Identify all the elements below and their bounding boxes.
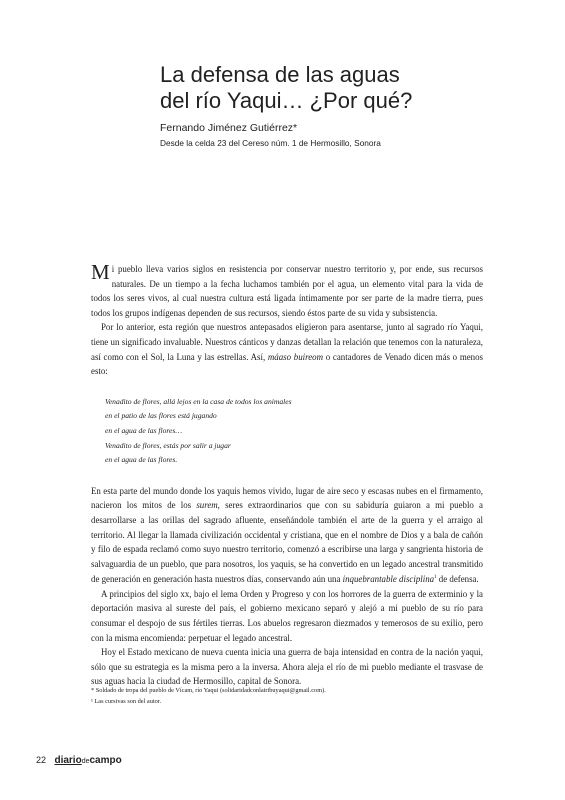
author-name: Fernando Jiménez Gutiérrez* xyxy=(160,122,298,134)
paragraph-2-text-b: o cantadores de Venado dicen más o menos esto: xyxy=(91,351,483,377)
paragraph-3 xyxy=(91,484,483,587)
drop-cap: M xyxy=(91,260,110,284)
poem-line: en el agua de las flores… xyxy=(105,425,183,435)
paragraph-1 xyxy=(91,262,483,320)
journal-logo-part-1: diario xyxy=(54,755,82,766)
paragraph-3-italic: surem, xyxy=(196,500,220,511)
paragraph-3-italic-2: inquebrantable disciplina xyxy=(342,574,435,585)
poem-quote xyxy=(105,395,483,468)
poem-line: en el patio de las flores está jugando xyxy=(105,411,217,421)
journal-logo-part-3: campo xyxy=(89,755,122,766)
footnotes xyxy=(91,686,483,707)
paragraph-2-italic: máaso buireom xyxy=(267,351,324,362)
paragraph-4: A principios del siglo xx, bajo el lema Orden y Progreso y con los horrores de la guerra de exterminio y la deportación masiva al sureste del país, el gobierno mexicano separó y alejó a mi pueblo de su río para consumar el despojo de sus fértiles tierras. Los abuelos regresaron diezmados y temerosos de su exilio, pero con la misma encomienda: perpetuar el legado ancestral. xyxy=(91,588,483,643)
footnote-marker: 1 xyxy=(434,575,437,581)
paragraph-1-text: i pueblo lleva varios siglos en resistencia por conservar nuestro territorio y, por ende, sus recursos naturales. De un tiempo a la fecha luchamos también por el agua, un elemento vital para la vida de todos los seres vivos, al cual nuestra cultura está ligada íntimamente por ser parte de la madre tierra, pues todos los grupos indígenas dependen de sus recursos, siendo éstos parte de su vida y subsistencia. xyxy=(91,264,483,318)
title-line-2: del río Yaqui… ¿Por qué? xyxy=(160,88,413,113)
page-number: 22 xyxy=(36,755,47,765)
footnote-2: ¹ Las cursivas son del autor. xyxy=(91,697,162,705)
paragraph-2-text-a: Por lo anterior, esta región que nuestros antepasados eligieron para asentarse, junto al sagrado río Yaqui, tiene un significado invaluable. Nuestros cánticos y danzas detallan la relación que tenemos con la naturaleza, así como con el Sol, la Luna y las estrellas. Así, xyxy=(91,322,483,362)
paragraph-2 xyxy=(91,320,483,378)
title-line-1: La defensa de las aguas xyxy=(160,62,400,87)
journal-logo xyxy=(54,750,121,767)
paragraph-3-text-a: En esta parte del mundo donde los yaquis hemos vivido, lugar de aire seco y escasas nubes en el firmamento, nacieron los mitos de los xyxy=(91,485,483,511)
author-affiliation: Desde la celda 23 del Cereso núm. 1 de Hermosillo, Sonora xyxy=(160,138,381,148)
article-title xyxy=(160,62,540,114)
journal-logo-part-2: de xyxy=(81,758,90,765)
paragraph-3-text-c: de defensa. xyxy=(438,574,479,585)
paragraph-3-text-b: seres extraordinarios que con su sabiduría guiaron a mi pueblo a desarrollarse a las orillas del sagrado afluente, enseñándole también el arte de la guerra y el arraigo al territorio. Al llegar la llamada civilización occidental y cristiana, que en el nombre de Dios y a bala de cañón y filo de espada reclamó como suyo nuestro territorio, comenzó a escribirse una larga y sangrienta historia de salvaguardia de un pueblo, que para nosotros, los yaquis, se ha convertido en un legado ancestral transmitido de generación en generación hasta nuestros días, conservando aún una xyxy=(91,500,483,585)
page-footer xyxy=(36,750,122,768)
paragraph-5: Hoy el Estado mexicano de nueva cuenta inicia una guerra de baja intensidad en contra de la nación yaqui, sólo que su estrategia es la misma pero a la inversa. Ahora aleja el río de mi pueblo mediante el trasvase de sus aguas hacia la ciudad de Hermosillo, capital de Sonora. xyxy=(91,647,483,687)
article-body xyxy=(91,262,483,689)
poem-line: Venadito de flores, estás por salir a jugar xyxy=(105,440,231,450)
poem-line: Venadito de flores, allá lejos en la casa de todos los animales xyxy=(105,396,292,406)
poem-line: en el agua de las flores. xyxy=(105,455,178,465)
footnote-1: * Soldado de tropa del pueblo de Vícam, río Yaqui (solidaridadconlatribuyaqui@gmail.com). xyxy=(91,687,326,694)
